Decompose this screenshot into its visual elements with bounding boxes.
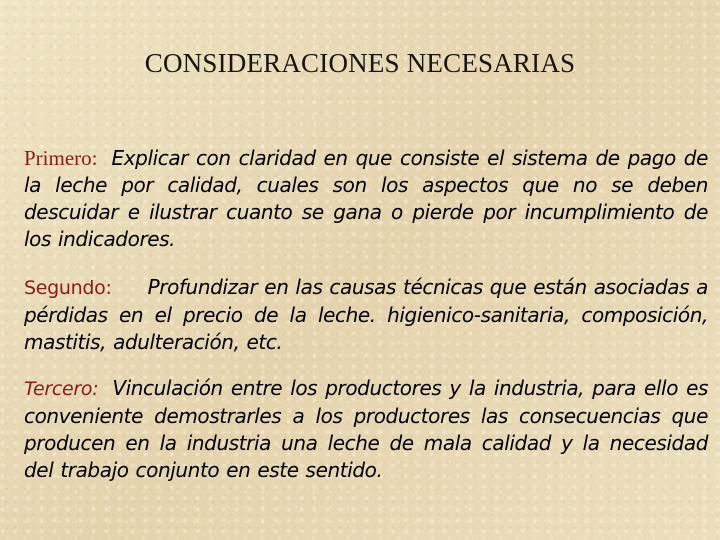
slide-title: CONSIDERACIONES NECESARIAS (144, 48, 576, 78)
section-primero (24, 145, 708, 253)
section-text-primero: Explicar con claridad en que consiste el sistema de pago de la leche por calidad, cuales son los aspectos que no se deben descuidar e ilustrar cuanto se gana o pierde por incumplimiento de los indicadores. (24, 146, 708, 251)
section-label-segundo: Segundo: (24, 277, 112, 299)
section-label-primero: Primero: (24, 146, 98, 170)
section-text-segundo: Profundizar en las causas técnicas que están asociadas a pérdidas en el precio de la leche. higienico-sanitaria, composición, mastitis, adulteración, etc. (24, 275, 708, 354)
section-segundo (24, 274, 708, 356)
section-tercero (24, 375, 708, 484)
section-label-tercero: Tercero: (24, 378, 99, 400)
section-text-tercero: Vinculación entre los productores y la industria, para ello es conveniente demostrarles a los productores las consecuencias que producen en la industria una leche de mala calidad y la necesidad del trabajo conjunto en este sentido. (24, 376, 708, 482)
